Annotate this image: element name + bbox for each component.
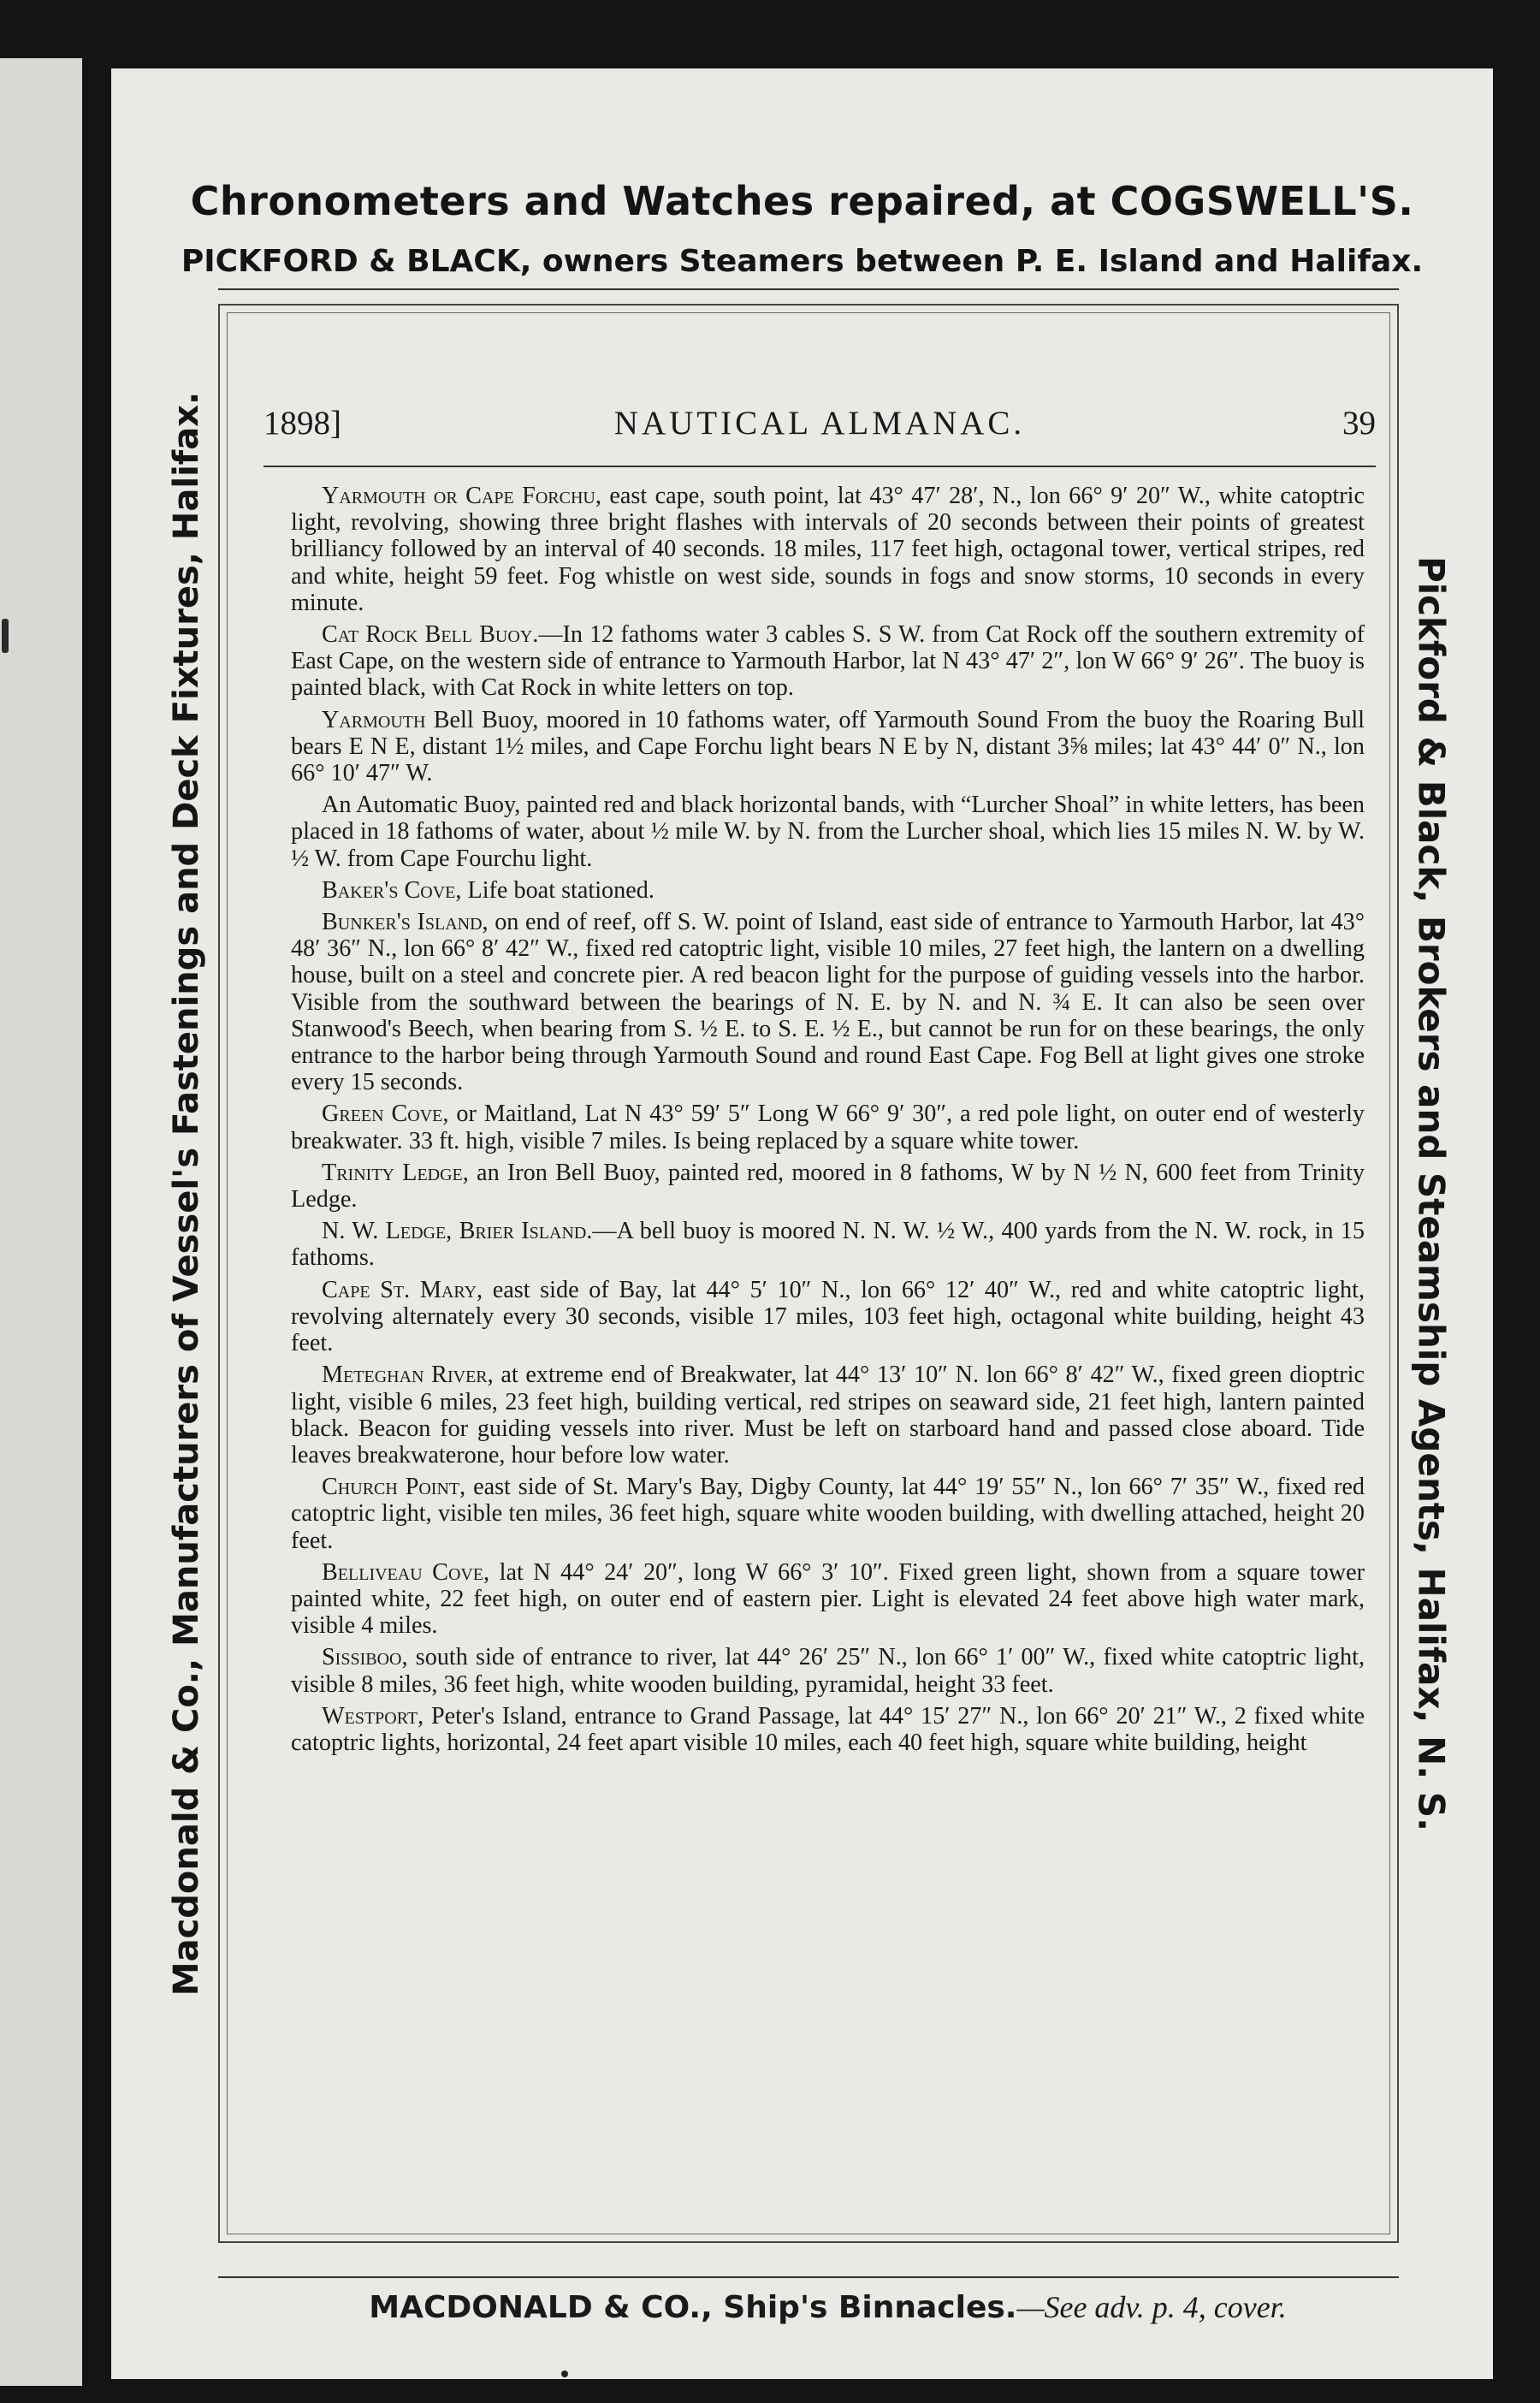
entry-name: Yarmouth [322, 706, 426, 733]
lighthouse-entries [291, 483, 1365, 1761]
adjacent-page-mark [2, 619, 9, 653]
left-margin-advertisement: Macdonald & Co., Manufacturers of Vessel's Fastenings and Deck Fixtures, Halifax. [167, 391, 206, 1997]
entry [291, 792, 1365, 872]
bottom-advertisement-reference: —See adv. p. 4, cover. [1016, 2290, 1287, 2324]
entry-name: Cat Rock Bell Buoy. [322, 621, 539, 649]
entry [291, 909, 1365, 1095]
bottom-advertisement-macdonald: MACDONALD & CO., Ship's Binnacles. [369, 2290, 1017, 2325]
entry [291, 1160, 1365, 1213]
page-number: 39 [1342, 405, 1376, 442]
entry [291, 1218, 1365, 1271]
top-advertisement-cogswell: Chronometers and Watches repaired, at COGSWELL'S. [190, 178, 1414, 224]
entry-name: Cape St. Mary, [322, 1276, 483, 1303]
running-head-title: NAUTICAL ALMANAC. [613, 405, 1026, 442]
entry-text: at extreme end of Breakwater, lat 44° 13′ 10″ N. lon 66° 8′ 42″ W., fixed green dioptric light, visible 6 miles, 23 feet high, building vertical, red stripes on seaward side, 21 feet high, lantern painted black. Beacon for guiding vessels into river. Must be left on starboard hand and passed close aboard. Tide leaves breakwaterone, hour before low water. [291, 1362, 1365, 1468]
entry [291, 621, 1365, 702]
entry [291, 1559, 1365, 1640]
right-margin-advertisement: Pickford & Black, Brokers and Steamship Agents, Halifax, N. S. [1410, 555, 1453, 1832]
top-rule [218, 288, 1399, 290]
running-head [264, 404, 1376, 447]
paper-speck [561, 2370, 568, 2377]
entry-name: Meteghan River, [322, 1362, 494, 1389]
entry-text: An Automatic Buoy, painted red and black horizontal bands, with “Lurcher Shoal” in white letters, has been placed in 18 fathoms of water, about ½ mile W. by N. from the Lurcher shoal, which lies 15 miles N. W. by W. ½ W. from Cape Fourchu light. [291, 792, 1365, 872]
entry-name: N. W. Ledge, Brier Island. [322, 1218, 593, 1245]
entry [291, 1644, 1365, 1697]
entry-name: Church Point, [322, 1474, 466, 1501]
entry [291, 1703, 1365, 1756]
entry-text: Life boat stationed. [461, 876, 654, 904]
entry [291, 1362, 1365, 1468]
entry-text: east cape, south point, lat 43° 47′ 28′, N., lon 66° 9′ 20″ W., white catoptric light, revolving, showing three bright flashes with intervals of 20 seconds between their points of greatest brilliancy followed by an interval of 40 seconds. 18 miles, 117 feet high, octagonal tower, vertical stripes, red and white, height 59 feet. Fog whistle on west side, sounds in fogs and snow storms, 10 seconds in every minute. [291, 483, 1365, 616]
entry-text: south side of entrance to river, lat 44° 26′ 25″ N., lon 66° 1′ 00″ W., fixed white catoptric light, visible 8 miles, 36 feet high, white wooden building, pyramidal, height 33 feet. [291, 1644, 1365, 1698]
entry [291, 1474, 1365, 1554]
entry-name: Westport, [322, 1702, 424, 1730]
entry-text: —In 12 fathoms water 3 cables S. S W. from Cat Rock off the southern extremity of East Cape, on the western side of entrance to Yarmouth Harbor, lat N 43° 47′ 2″, lon W 66° 9′ 26″. The buoy is painted black, with Cat Rock in white letters on top. [291, 621, 1365, 702]
entry [291, 877, 1365, 904]
entry-name: Bunker's Island, [322, 909, 489, 936]
entry-text: Bell Buoy, moored in 10 fathoms water, off Yarmouth Sound From the buoy the Roaring Bull bears E N E, distant 1½ miles, and Cape Forchu light bears N E by N, distant 3⅝ miles; lat 43° 44′ 0″ N., lon 66° 10′ 47″ W. [291, 706, 1365, 787]
entry-text: an Iron Bell Buoy, painted red, moored in 8 fathoms, W by N ½ N, 600 feet from Trinity Ledge. [291, 1159, 1365, 1213]
adjacent-page-edge [0, 58, 82, 2386]
entry-name: Green Cove, [322, 1101, 449, 1128]
entry [291, 1101, 1365, 1154]
running-head-rule [264, 466, 1376, 467]
entry [291, 483, 1365, 616]
running-head-year: 1898] [264, 405, 341, 442]
entry-name: Baker's Cove, [322, 876, 462, 904]
bottom-rule [218, 2276, 1399, 2278]
top-advertisement-pickford: PICKFORD & BLACK, owners Steamers between P. E. Island and Halifax. [181, 244, 1424, 279]
entry-text: on end of reef, off S. W. point of Island, east side of entrance to Yarmouth Harbor, lat 43° 48′ 36″ N., lon 66° 8′ 42″ W., fixed red catoptric light, visible 10 miles, 27 feet high, the lantern on a dwelling house, built on a steel and concrete pier. A red beacon light for the purpose of guiding vessels into the harbor. Visible from the southward between the bearings of N. E. by N. and N. ¾ E. It can also be seen over Stanwood's Beech, when bearing from S. ½ E. to S. E. ½ E., but cannot be run for on these bearings, the only entrance to the harbor being through Yarmouth Sound and round East Cape. Fog Bell at light gives one stroke every 15 seconds. [291, 909, 1365, 1096]
entry-text: —A bell buoy is moored N. N. W. ½ W., 400 yards from the N. W. rock, in 15 fathoms. [291, 1218, 1365, 1272]
almanac-page [111, 68, 1493, 2379]
entry-name: Belliveau Cove, [322, 1558, 490, 1586]
entry-name: Trinity Ledge, [322, 1159, 469, 1186]
bottom-advertisement [111, 2289, 1519, 2325]
entry-name: Yarmouth or Cape Forchu, [322, 483, 601, 509]
entry-text: east side of Bay, lat 44° 5′ 10″ N., lon 66° 12′ 40″ W., red and white catoptric light, revolving alternately every 30 seconds, visible 17 miles, 103 feet high, octagonal white building, height 43 feet. [291, 1276, 1365, 1357]
entry-name: Sissiboo, [322, 1644, 408, 1671]
entry-text: east side of St. Mary's Bay, Digby County, lat 44° 19′ 55″ N., lon 66° 7′ 35″ W., fixed red catoptric light, visible ten miles, 36 feet high, square white wooden building, with dwelling attached, height 20 feet. [291, 1474, 1365, 1554]
entry-text: Peter's Island, entrance to Grand Passage, lat 44° 15′ 27″ N., lon 66° 20′ 21″ W., 2 fixed white catoptric lights, horizontal, 24 feet apart visible 10 miles, each 40 feet high, square white building, height [291, 1702, 1365, 1756]
entry-text: lat N 44° 24′ 20″, long W 66° 3′ 10″. Fixed green light, shown from a square tower painted white, 22 feet high, on outer end of eastern pier. Light is elevated 24 feet above high water mark, visible 4 miles. [291, 1558, 1365, 1640]
entry-text: or Maitland, Lat N 43° 59′ 5″ Long W 66° 9′ 30″, a red pole light, on outer end of westerly breakwater. 33 ft. high, visible 7 miles. Is being replaced by a square white tower. [291, 1101, 1365, 1154]
entry [291, 707, 1365, 787]
entry [291, 1277, 1365, 1357]
